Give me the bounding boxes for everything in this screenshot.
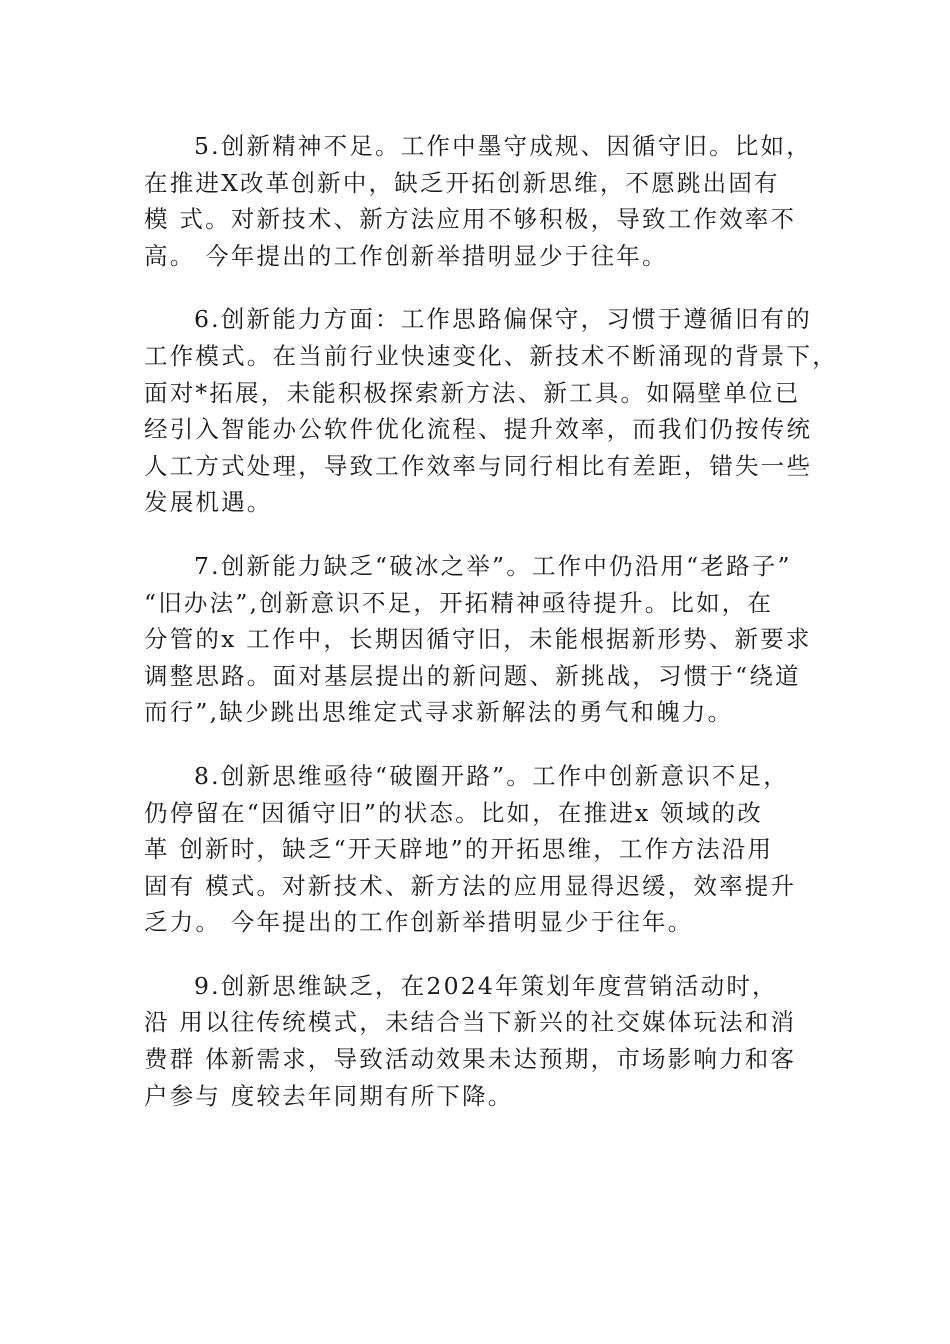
paragraph-line: 革 创新时，缺乏“开天辟地”的开拓思维，工作方法沿用: [144, 835, 774, 864]
paragraph-line: 固有 模式。对新技术、新方法的应用显得迟缓，效率提升: [144, 871, 797, 900]
paragraph-line: 发展机遇。: [144, 488, 273, 517]
paragraph-line: 高。 今年提出的工作创新举措明显少于往年。: [144, 241, 668, 270]
paragraph-line: 8.创新思维亟待“破圈开路”。工作中创新意识不足，: [194, 761, 789, 790]
paragraph-8: [144, 758, 808, 941]
paragraph-line: 户参与 度较去年同期有所下降。: [144, 1081, 514, 1110]
document-body: [144, 128, 838, 1141]
paragraph-line: 乏力。 今年提出的工作创新举措明显少于往年。: [144, 908, 694, 937]
paragraph-line: 沿 用以往传统模式，未结合当下新兴的社交媒体玩法和消: [144, 1008, 797, 1037]
paragraph-line: 面对*拓展，未能积极探索新方法、新工具。如隔壁单位已: [144, 378, 801, 407]
paragraph-line: 而行”,缺少跳出思维定式寻求新解法的勇气和魄力。: [144, 698, 734, 727]
paragraph-line: “旧办法”,创新意识不足，开拓精神亟待提升。比如，在: [144, 588, 774, 617]
paragraph-line: 工作模式。在当前行业快速变化、新技术不断涌现的背景下，: [144, 341, 838, 370]
paragraph-line: 费群 体新需求，导致活动效果未达预期，市场影响力和客: [144, 1045, 797, 1074]
paragraph-line: 9.创新思维缺乏，在2024年策划年度营销活动时，: [194, 971, 778, 1000]
paragraph-line: 模 式。对新技术、新方法应用不够积极，导致工作效率不: [144, 205, 797, 234]
paragraph-line: 经引入智能办公软件优化流程、提升效率，而我们仍按传统: [144, 415, 813, 444]
paragraph-line: 6.创新能力方面：工作思路偏保守，习惯于遵循旧有的: [194, 305, 812, 334]
paragraph-line: 调整思路。面对基层提出的新问题、新挑战，习惯于“绕道: [144, 661, 801, 690]
paragraph-6: [144, 301, 838, 521]
paragraph-line: 人工方式处理，导致工作效率与同行相比有差距，错失一些: [144, 451, 813, 480]
paragraph-line: 5.创新精神不足。工作中墨守成规、因循守旧。比如，: [194, 132, 812, 160]
paragraph-7: [144, 548, 812, 731]
paragraph-line: 在推进X改革创新中，缺乏开拓创新思维，不愿跳出固有: [144, 168, 780, 197]
paragraph-9: [144, 968, 808, 1114]
paragraph-line: 仍停留在“因循守旧”的状态。比如，在推进x 领域的改: [144, 798, 763, 827]
paragraph-line: 7.创新能力缺乏“破冰之举”。工作中仍沿用“老路子”: [194, 551, 792, 580]
paragraph-5: [144, 128, 812, 274]
paragraph-line: 分管的x 工作中，长期因循守旧，未能根据新形势、新要求: [144, 625, 812, 654]
